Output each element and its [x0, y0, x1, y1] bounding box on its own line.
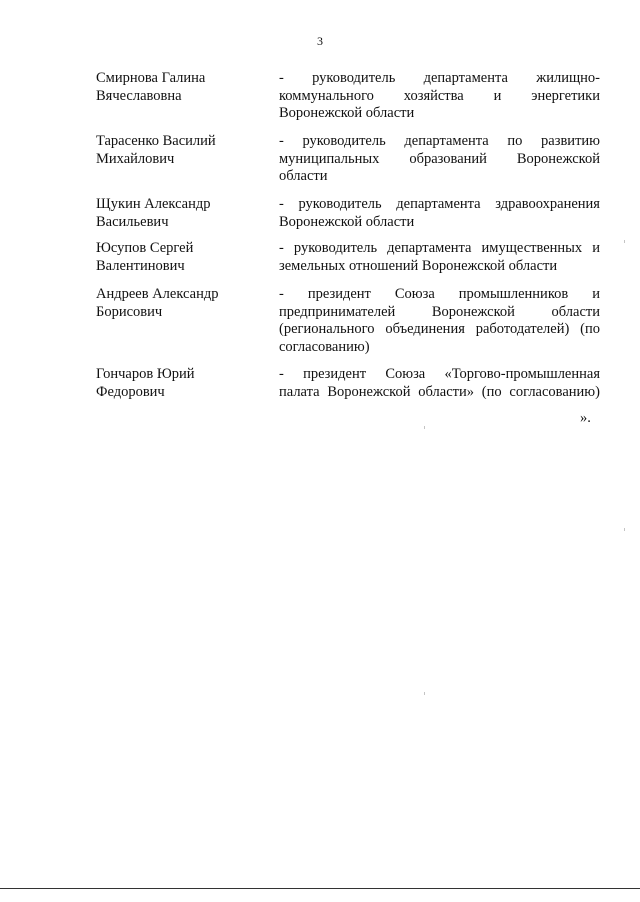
position-title-word: департамента — [404, 133, 489, 149]
position-title-line — [279, 151, 600, 169]
position-title-word: коммунального — [279, 87, 374, 104]
position-title-word: департамента — [423, 70, 508, 86]
position-title-line — [279, 384, 600, 402]
position-title-word: департамента — [387, 240, 472, 256]
person-name-line: Андреев Александр — [96, 286, 219, 302]
position-title-word: имущественных — [481, 240, 583, 256]
person-name — [96, 133, 271, 168]
position-title-word: области» — [418, 383, 475, 400]
position-title-word: Союза — [385, 366, 426, 382]
position-title-word: объединения — [385, 321, 465, 337]
position-title-word: (по — [580, 321, 600, 337]
person-name-line: Юсупов Сергей — [96, 240, 194, 256]
position-title-word: руководитель — [298, 196, 382, 212]
position-title-line — [279, 240, 600, 258]
position-title-word: Воронежской — [327, 383, 411, 400]
position-title-line: согласованию) — [279, 338, 370, 355]
position-title-line — [279, 133, 600, 151]
page-bottom-rule — [0, 888, 640, 889]
position-title-word: предпринимателей — [279, 303, 396, 320]
position-title-word: (по — [481, 383, 502, 400]
position-title — [279, 196, 600, 231]
person-name-line: Борисович — [96, 303, 163, 320]
closing-quote-mark: ». — [580, 410, 591, 426]
position-title-word: руководитель — [312, 70, 396, 86]
position-title-line — [279, 321, 600, 339]
position-title-line — [279, 286, 600, 304]
position-title-line: области — [279, 168, 328, 184]
position-title-line — [279, 366, 600, 384]
position-title — [279, 286, 600, 356]
position-title-word: хозяйства — [403, 87, 464, 104]
position-title-word: и — [493, 87, 502, 104]
position-title-word: - — [279, 196, 284, 212]
position-title-word: работодателей) — [475, 321, 570, 337]
person-name-line: Гончаров Юрий — [96, 366, 195, 382]
position-title-word: Воронежской — [516, 150, 600, 167]
position-title — [279, 70, 600, 123]
person-name — [96, 196, 271, 231]
person-name-line: Смирнова Галина — [96, 70, 206, 86]
position-title-word: президент — [307, 286, 371, 302]
position-title-line: Воронежской области — [279, 105, 415, 121]
position-title — [279, 366, 600, 401]
person-name-line: Федорович — [96, 383, 165, 400]
person-name-line: Васильевич — [96, 213, 169, 230]
position-title-line — [279, 88, 600, 106]
position-title-word: согласованию) — [509, 383, 600, 400]
position-title-word: палата — [279, 383, 320, 400]
position-title-word: и — [592, 286, 600, 302]
position-title-word: жилищно- — [536, 70, 600, 86]
person-name — [96, 366, 271, 401]
position-title-word: - — [279, 133, 284, 149]
person-name-line: Тарасенко Василий — [96, 133, 216, 149]
position-title-word: Воронежской — [431, 303, 515, 320]
position-title-word: руководитель — [302, 133, 386, 149]
page-number: 3 — [317, 34, 323, 48]
position-title-word: здравоохранения — [495, 196, 600, 212]
position-title-word: развитию — [541, 133, 600, 149]
person-name — [96, 70, 271, 105]
position-title-word: президент — [303, 366, 367, 382]
position-title — [279, 240, 600, 275]
person-name-line: Щукин Александр — [96, 196, 211, 212]
position-title-word: «Торгово-промышленная — [444, 366, 600, 382]
scan-artifact — [424, 426, 425, 429]
position-title-word: Союза — [394, 286, 435, 302]
person-name — [96, 286, 271, 321]
position-title-word: области — [551, 303, 600, 320]
position-title-word: и — [592, 240, 600, 256]
position-title-word: промышленников — [458, 286, 569, 302]
position-title-word: руководитель — [293, 240, 378, 256]
position-title-word: - — [279, 70, 284, 86]
position-title-word: департамента — [396, 196, 481, 212]
scan-artifact — [624, 240, 625, 243]
person-name-line: Михайлович — [96, 150, 175, 167]
position-title-line — [279, 304, 600, 322]
position-title-word: по — [507, 133, 523, 149]
position-title-word: - — [279, 366, 284, 382]
position-title-word: муниципальных — [279, 150, 380, 167]
person-name-line: Вячеславовна — [96, 87, 182, 104]
person-name-line: Валентинович — [96, 257, 185, 274]
position-title-line: земельных отношений Воронежской области — [279, 257, 558, 274]
position-title-line: Воронежской области — [279, 213, 415, 230]
position-title-line — [279, 196, 600, 214]
scan-artifact — [424, 692, 425, 695]
position-title-word: - — [279, 286, 284, 302]
position-title-word: - — [279, 240, 284, 256]
position-title-word: энергетики — [531, 87, 600, 104]
position-title-word: образований — [409, 150, 487, 167]
position-title-word: (регионального — [279, 321, 375, 337]
person-name — [96, 240, 271, 275]
position-title-line — [279, 70, 600, 88]
position-title — [279, 133, 600, 186]
scan-artifact — [624, 528, 625, 531]
